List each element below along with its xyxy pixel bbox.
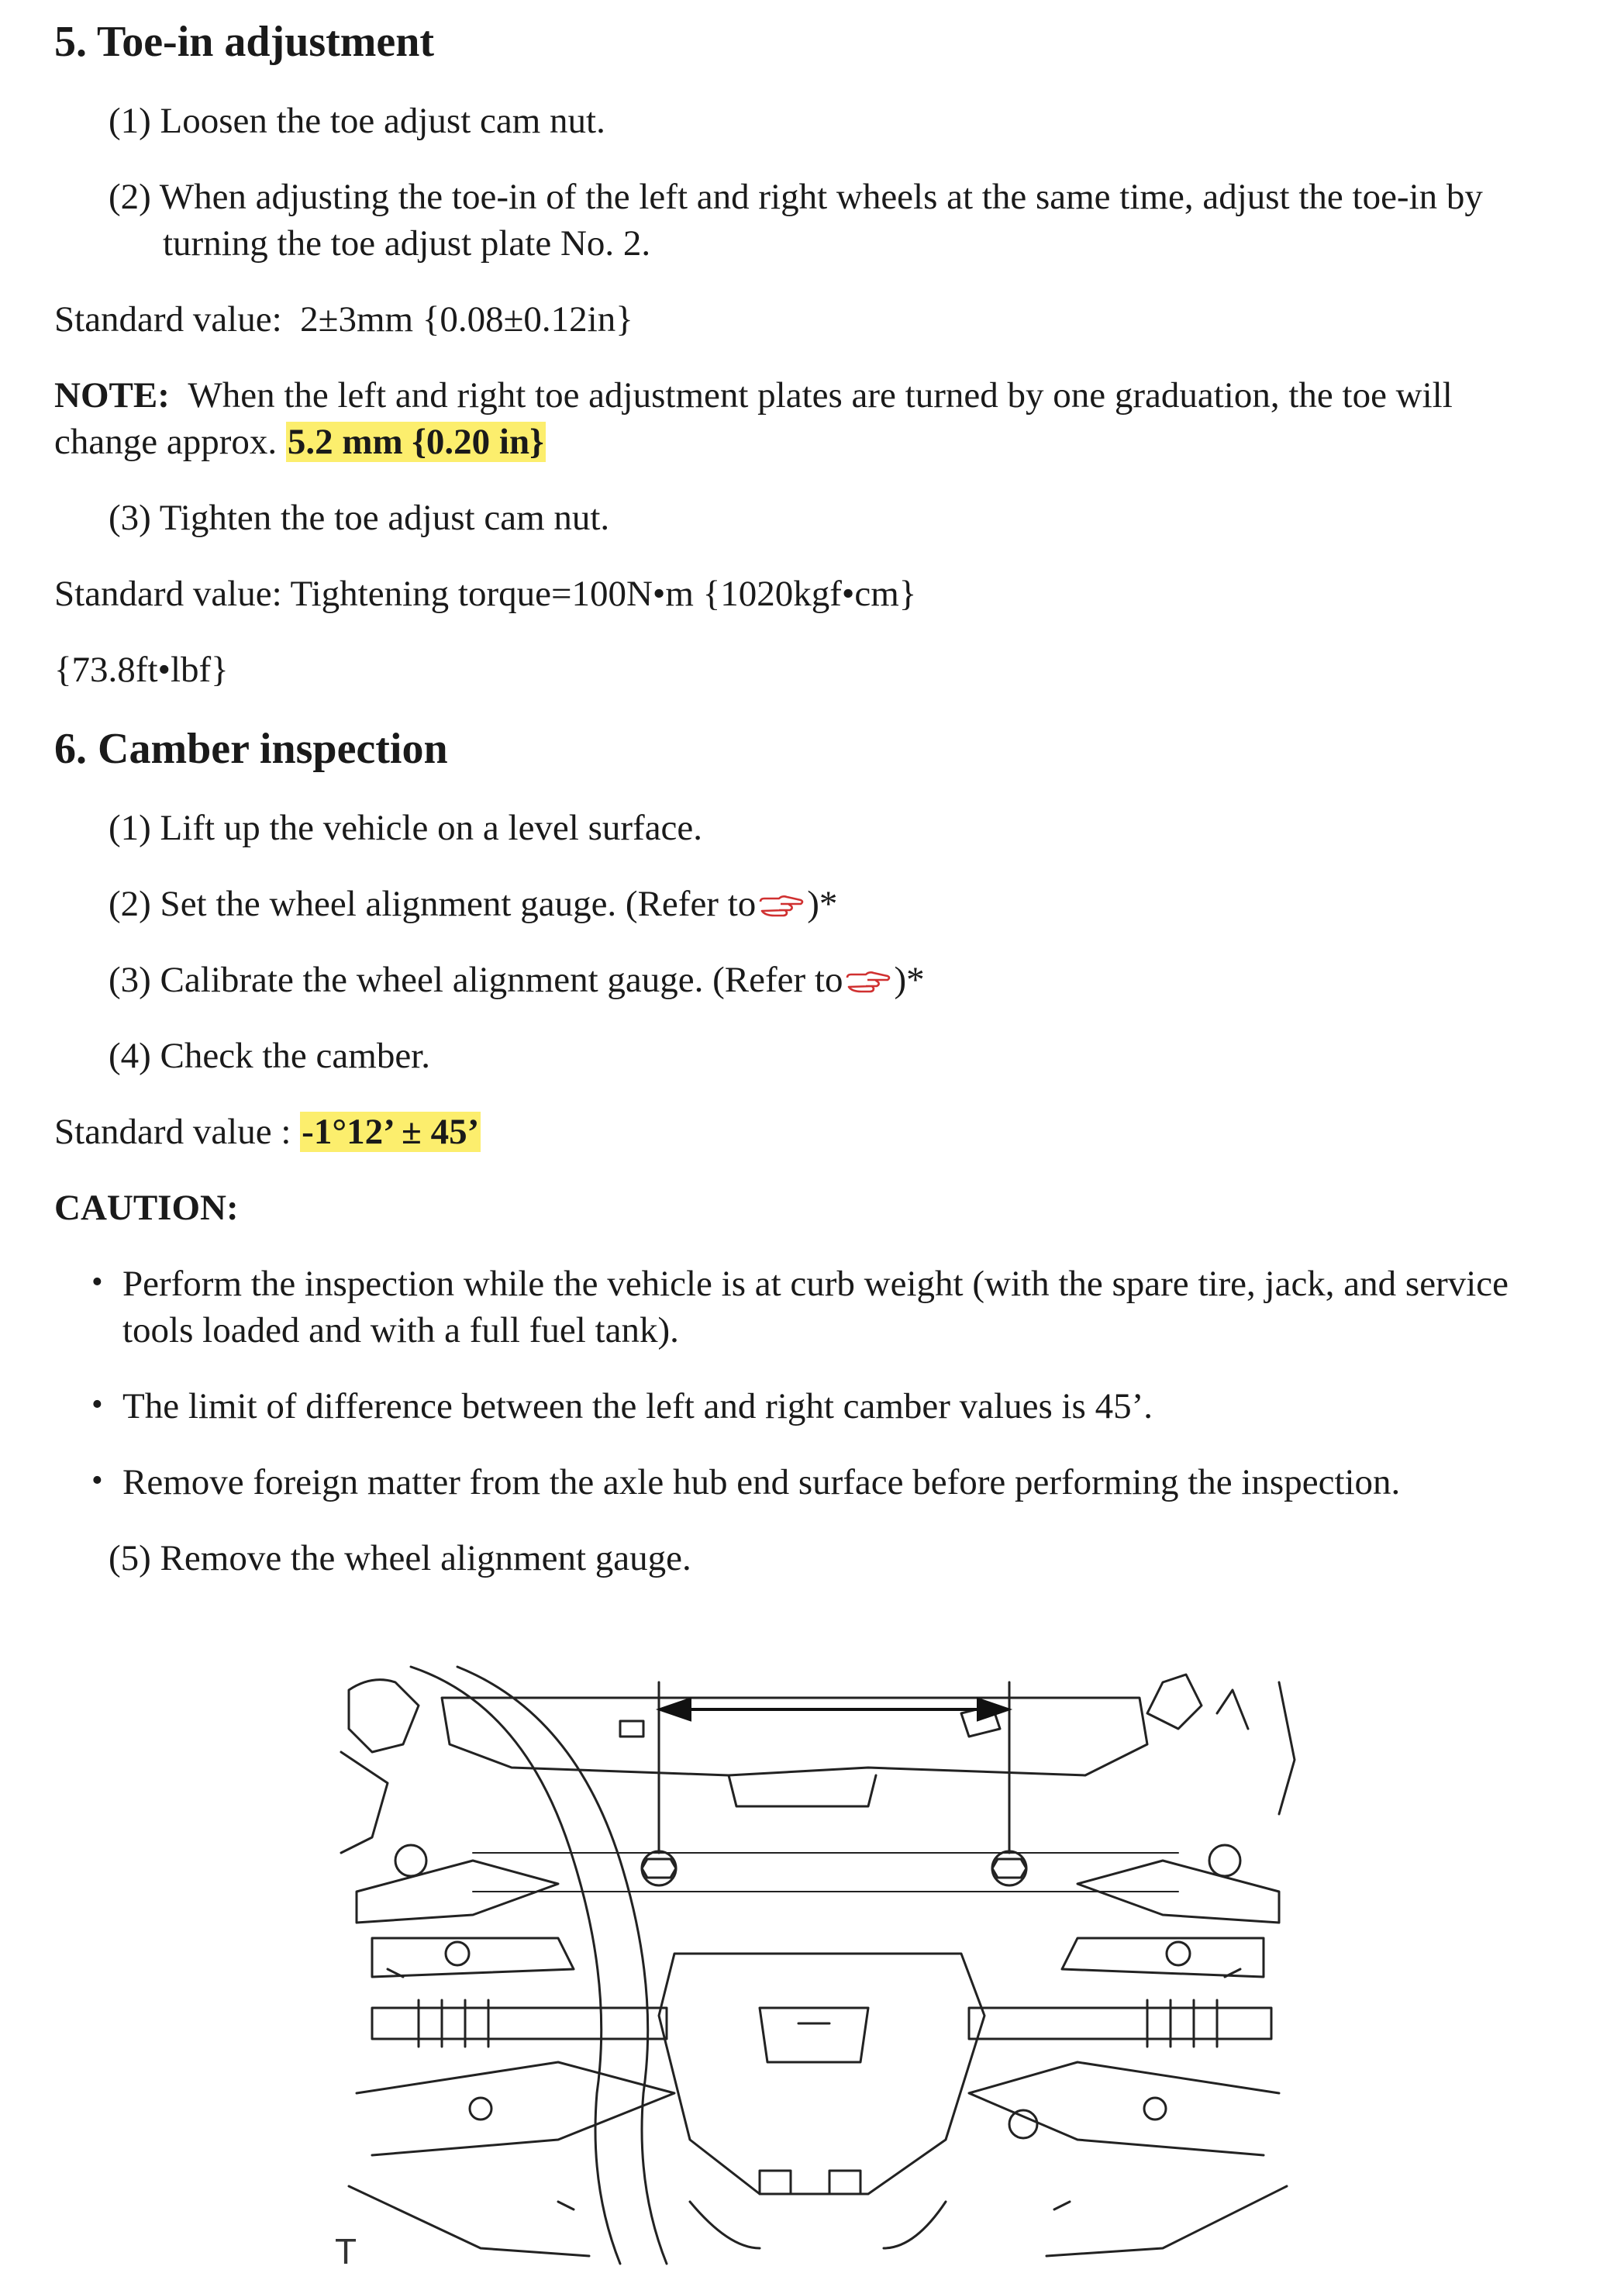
caution-item-2: The limit of difference between the left and right camber values is 45’. — [122, 1386, 1153, 1426]
note-highlight-value: 5.2 mm {0.20 in} — [287, 422, 544, 462]
note-prefix: change approx. — [54, 422, 278, 462]
camber-value-highlight: -1°12’ ± 45’ — [302, 1112, 480, 1152]
note-line-1 — [54, 374, 1453, 417]
step-2-text: (2) Set the wheel alignment gauge. (Refer to — [109, 884, 757, 924]
caution-item-1-line-1: Perform the inspection while the vehicle is at curb weight (with the spare tire, jack, and service — [122, 1264, 1508, 1304]
bullet-icon: • — [91, 1463, 103, 1499]
section-5-step-1: (1) Loosen the toe adjust cam nut. — [109, 101, 605, 141]
note-text: When the left and right toe adjustment plates are turned by one graduation, the toe will — [188, 375, 1453, 416]
section-5-standard-value — [54, 298, 633, 341]
bullet-icon: • — [91, 1264, 103, 1300]
rear-suspension-illustration — [326, 1659, 1310, 2271]
step-3-text: (3) Calibrate the wheel alignment gauge. (Refer to — [109, 960, 843, 1000]
section-5-title: 5. Toe-in adjustment — [54, 18, 435, 66]
step-3-suffix: )* — [894, 960, 925, 1000]
toe-standard-value: 2±3mm {0.08±0.12in} — [300, 299, 633, 340]
pointing-hand-icon[interactable] — [757, 892, 805, 920]
caution-label: CAUTION: — [54, 1188, 239, 1228]
camber-standard-value — [54, 1110, 481, 1154]
caution-item-3: Remove foreign matter from the axle hub end surface before performing the inspection. — [122, 1462, 1401, 1502]
step-2-suffix: )* — [807, 884, 838, 924]
standard-label: Standard value: — [54, 299, 282, 340]
torque-line-1: Standard value: Tightening torque=100N•m {1020kgf•cm} — [54, 574, 917, 614]
section-6-step-4: (4) Check the camber. — [109, 1036, 430, 1076]
section-5-step-2-line-1: (2) When adjusting the toe-in of the left and right wheels at the same time, adjust the toe-in by — [109, 177, 1483, 217]
torque-line-2: {73.8ft•lbf} — [54, 650, 229, 690]
standard-label: Standard value : — [54, 1112, 291, 1152]
section-5-step-3: (3) Tighten the toe adjust cam nut. — [109, 498, 610, 538]
section-6-step-3 — [109, 958, 925, 1002]
figure-corner-label: T — [335, 2231, 357, 2271]
caution-item-1-line-2: tools loaded and with a full fuel tank). — [122, 1310, 679, 1350]
section-6-step-2 — [109, 882, 837, 926]
pointing-hand-icon[interactable] — [844, 968, 892, 996]
section-6-step-5: (5) Remove the wheel alignment gauge. — [109, 1538, 691, 1578]
section-6-step-1: (1) Lift up the vehicle on a level surface. — [109, 808, 703, 848]
bullet-icon: • — [91, 1387, 103, 1423]
note-label: NOTE: — [54, 375, 170, 416]
note-line-2 — [54, 420, 546, 464]
section-5-step-2-line-2: turning the toe adjust plate No. 2. — [163, 223, 651, 264]
section-6-title: 6. Camber inspection — [54, 725, 448, 773]
